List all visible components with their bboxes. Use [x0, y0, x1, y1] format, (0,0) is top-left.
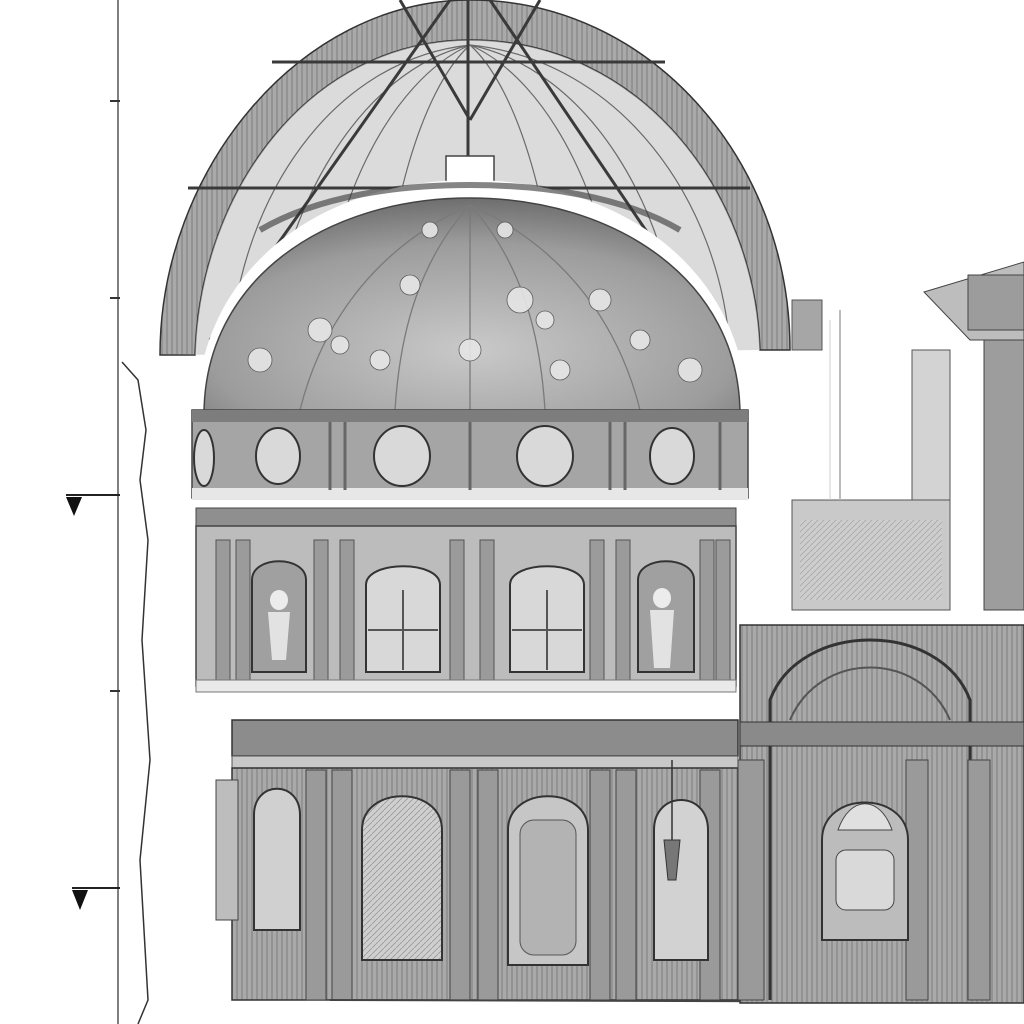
section-cut-wall-left: [122, 362, 150, 1024]
statue-niche: [252, 561, 306, 672]
drum-window-register: [196, 508, 736, 692]
level-marker-triangle: [66, 497, 82, 516]
scale-bar: [66, 0, 120, 1024]
drum-oculi-band: [192, 410, 748, 500]
level-marker-triangle: [72, 890, 88, 910]
drum-window: [510, 566, 584, 672]
right-nave-bay: [738, 262, 1024, 1003]
statue-niche: [638, 561, 694, 672]
drum-window: [366, 566, 440, 672]
